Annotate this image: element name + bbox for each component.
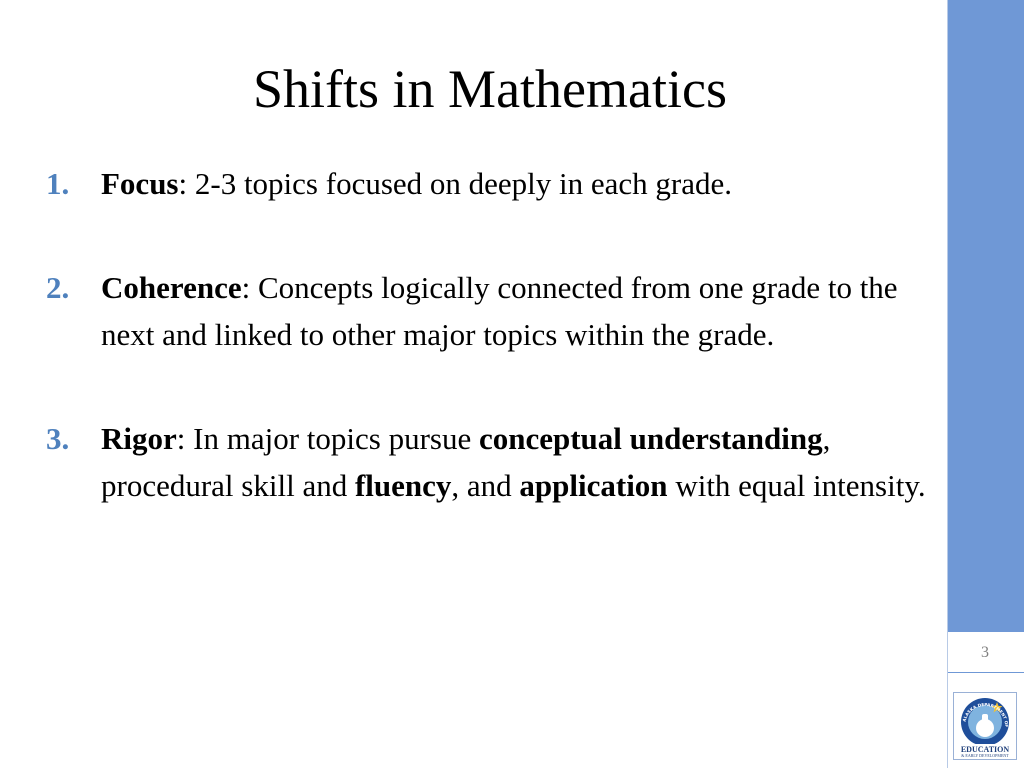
logo-main-text: EDUCATION	[960, 745, 1010, 754]
list-item-focus	[46, 160, 936, 207]
list-term: Rigor	[101, 421, 177, 456]
list-text: In major topics pursue	[193, 421, 479, 456]
page-number-divider	[948, 672, 1024, 673]
list-emphasis: conceptual understanding	[478, 421, 823, 456]
list-number: 3.	[46, 421, 70, 456]
list-emphasis: fluency	[354, 468, 452, 503]
list-item-rigor	[46, 415, 936, 509]
logo-sub-text: & EARLY DEVELOPMENT	[961, 753, 1009, 758]
list-separator: :	[241, 270, 258, 305]
list-separator: :	[178, 166, 195, 201]
list-term: Coherence	[101, 270, 242, 305]
list-text: Concepts logically connected from one grade to the next and linked to other major topics within the grade.	[101, 270, 898, 352]
education-department-logo	[953, 692, 1017, 760]
right-strip-edge	[947, 0, 948, 768]
list-separator: :	[176, 421, 194, 456]
list-number: 2.	[46, 270, 70, 305]
list-item-coherence	[46, 264, 936, 358]
list-term: Focus	[101, 166, 179, 201]
education-logo-icon	[953, 692, 1017, 760]
shifts-list	[46, 160, 936, 509]
list-emphasis: application	[519, 468, 668, 503]
list-text: , procedural skill and	[101, 421, 831, 503]
slide-title: Shifts in Mathematics	[253, 59, 727, 119]
logo-ring-text: ALASKA DEPARTMENT OF	[961, 701, 1010, 728]
list-text: 2-3 topics focused on deeply in each grade.	[194, 166, 733, 201]
right-accent-bar	[947, 0, 1024, 632]
list-number: 1.	[46, 166, 70, 201]
list-text: with equal intensity.	[667, 468, 926, 503]
page-number: 3	[981, 644, 989, 661]
list-text: , and	[451, 468, 520, 503]
